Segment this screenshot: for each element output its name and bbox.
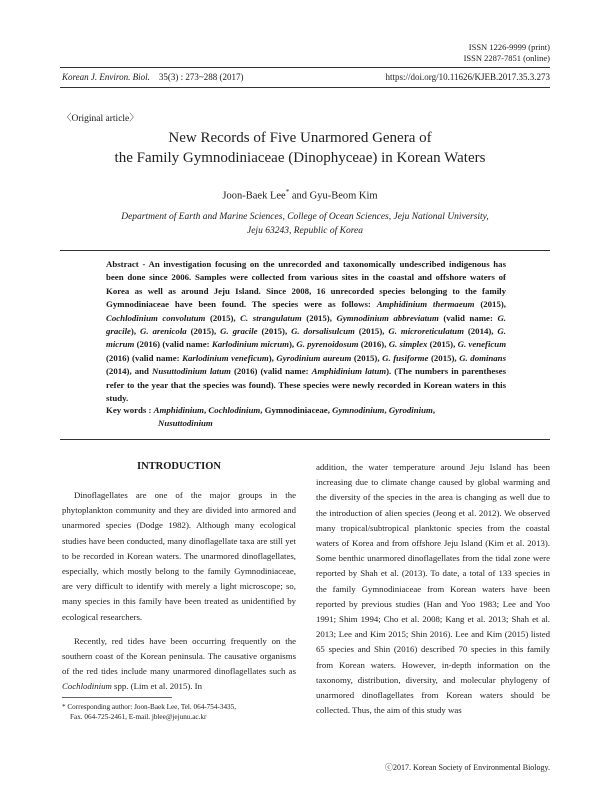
doi-link[interactable]: https://doi.org/10.11626/KJEB.2017.35.3.273 <box>385 72 550 82</box>
title-line-1: New Records of Five Unarmored Genera of <box>168 130 432 146</box>
author-list <box>40 188 560 202</box>
affiliation <box>60 210 550 238</box>
abstract: Abstract - An investigation focusing on the unrecorded and taxonomically undescribed indigenous has been done since 2006. Samples were collected from various sites in the coastal and offshore waters of Korea as well as around Jeju Island. Since 2008, 16 unrecorded species belonging to the family Gymnodiniaceae have been found. The species were as follows: Amphidinium thermaeum (2015), Cochlodinium convolutum (2015), C. strangulatum (2015), Gymnodinium abbreviatum (valid name: G. gracile), G. arenicola (2015), G. gracile (2015), G. dorsalisulcum (2015), G. microreticulatum (2014), G. micrum (2016) (valid name: Karlodinium micrum), G. pyrenoidosum (2016), G. simplex (2015), G. veneficum (2016) (valid name: Karlodinium veneficum), Gyrodinium aureum (2015), G. fusiforme (2015), G. dominans (2014), and Nusuttodinium latum (2016) (valid name: Amphidinium latum). (The numbers in parentheses refer to the year that the species was found). These species were newly recorded in Korean waters in this study. <box>106 259 507 404</box>
paper-title <box>40 128 560 168</box>
issn-print: ISSN 1226-9999 (print) <box>468 42 550 52</box>
affiliation-line-1: Department of Earth and Marine Sciences, College of Ocean Sciences, Jeju National University, <box>121 212 489 222</box>
issn-online: ISSN 2287-7851 (online) <box>463 53 550 63</box>
author-2: and Gyu-Beom Kim <box>289 190 378 202</box>
corresponding-mark: * <box>285 188 290 196</box>
issn-block <box>464 42 550 64</box>
journal-citation <box>62 72 243 82</box>
journal-volume: 35(3) : 273~288 (2017) <box>158 72 244 82</box>
keyword: Amphidinium <box>153 405 205 415</box>
keywords: Key words : Amphidinium, Cochlodinium, Gymnodiniaceae, Gymnodinium, Gyrodinium, Nusuttodinium <box>106 404 526 431</box>
keyword: Gyrodinium <box>388 405 433 415</box>
header-bottom-rule <box>60 87 550 88</box>
journal-name: Korean J. Environ. Biol. <box>62 72 150 82</box>
keyword: Cochlodinium <box>208 405 261 415</box>
intro-paragraph-1: Dinoflagellates are one of the major groups in the phytoplankton community and they are divided into armored and unarmored species (Dodge 1982). Although many ecological studies have been conducted, many dinoflagellate taxa are still yet to be recorded in Korean waters. The unarmored dinoflagellates, especially, which mostly belong to the family Gymnodiniaceae, are very difficult to identify with merely a light microscope; so, many species in this family have been treated as unidentified by ecological researchers. <box>62 490 296 622</box>
corresponding-author-footnote: * Corresponding author: Joon-Baek Lee, Tel. 064-754-3435, Fax. 064-725-2461, E-mail. jblee@jejunu.ac.kr <box>62 703 237 721</box>
keywords-label: Key words : <box>106 405 154 415</box>
author-1: Joon-Baek Lee <box>222 190 286 202</box>
intro-paragraph-continued: addition, the water temperature around Jeju Island has been increasing due to climate change caused by global warming and the diversity of the species in the area is changing as well due to the introduction of alien species (Jeong et al. 2012). We observed many tropical/subtropical planktonic species from the coastal waters of Korea and from offshore Jeju Island (Kim et al. 2013). Some benthic unarmored dinoflagellates from the tidal zone were reported by Shah et al. (2013). To date, a total of 133 species in the family Gymnodiniaceae from Korean waters have been reported by previous studies (Han and Yoo 1983; Lee and Yoo 1991; Shim 1994; Cho et al. 2008; Kang et al. 2013; Shah et al. 2013; Lee and Kim 2015; Shin 2016). Lee and Kim (2015) listed 65 species and Shin (2016) described 70 species in this family from Korean waters. However, in-depth information on the taxonomy, distribution, diversity, and molecular phylogeny of unarmored dinoflagellates from Korean waters should be collected. Thus, the aim of this study was <box>316 462 550 716</box>
intro-right-column <box>316 460 550 718</box>
abstract-top-rule <box>60 250 550 251</box>
section-heading-introduction: INTRODUCTION <box>136 461 221 472</box>
article-type: 〈Original article〉 <box>62 114 139 124</box>
intro-left-column <box>62 488 296 695</box>
intro-paragraph-2: Recently, red tides have been occurring frequently on the southern coast of the Korean peninsula. The causative organisms of the red tides include many unarmored dinoflagellates such as Cochlodinium spp. (Lim et al. 2015). In <box>62 635 296 692</box>
abstract-bottom-rule <box>60 439 550 440</box>
header-top-rule <box>60 67 550 68</box>
footnote-rule <box>62 697 172 698</box>
title-line-2: the Family Gymnodiniaceae (Dinophyceae) in Korean Waters <box>114 150 486 166</box>
keyword: Nusuttodinium <box>158 418 213 429</box>
affiliation-line-2: Jeju 63243, Republic of Korea <box>247 226 363 236</box>
copyright-notice: ⓒ2017. Korean Society of Environmental Biology. <box>384 763 550 772</box>
abstract-label: Abstract <box>106 259 139 269</box>
keyword: Gymnodinium <box>332 405 385 415</box>
